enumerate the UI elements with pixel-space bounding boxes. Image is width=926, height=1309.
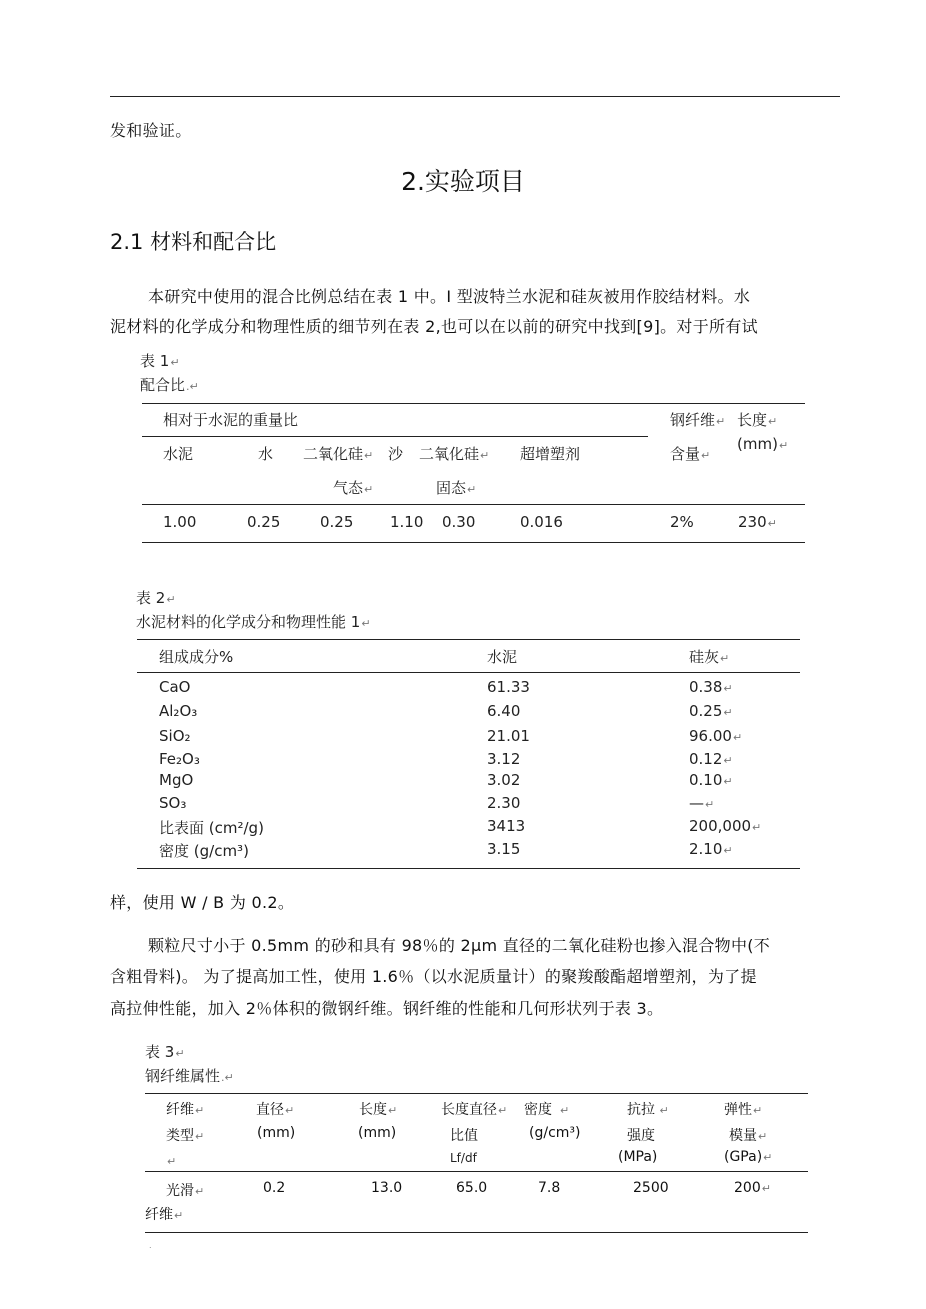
table3-cell-type-1: 光滑↵ [166,1183,205,1199]
table1-header-water: 水 [258,445,274,463]
table1-cell-sand: 1.10 [390,513,424,531]
table2-cell-silica-fume: 0.25↵ [689,702,733,720]
table3-header-rule [145,1171,808,1172]
table1-header-silica-gas-2: 气态↵ [333,479,374,497]
table1-cell-silica-gas: 0.25 [320,513,354,531]
table3-header-tensile-2: 强度 [627,1128,655,1144]
table3-header-diameter-1: 直径↵ [256,1102,295,1118]
table3-header-tensile-1: 抗拉 ↵ [627,1102,669,1118]
intro-line: 发和验证。 [110,121,192,140]
table2-cell-cement: 21.01 [487,727,530,745]
table1-header-fiber: 钢纤维↵ [670,411,726,429]
header-rule [110,96,840,97]
table3-header-type-3: ↵ [167,1155,177,1168]
table1-header-superplasticizer: 超增塑剂 [520,445,581,463]
para2-line1: 颗粒尺寸小于 0.5mm 的砂和具有 98％的 2μm 直径的二氧化硅粉也掺入混合物中(不 [148,936,771,955]
table2-label: 表 2↵ [136,589,176,607]
table3-header-modulus-2: 模量↵ [729,1128,768,1144]
table1-group-rule [142,436,648,437]
table2-cell-cement: 3.15 [487,840,521,858]
table3-cell-tensile: 2500 [633,1180,669,1196]
para1-end: 样，使用 W / B 为 0.2。 [110,893,295,912]
table1-group-header: 相对于水泥的重量比 [163,411,299,429]
para1-line1: 本研究中使用的混合比例总结在表 1 中。I 型波特兰水泥和硅灰被用作胶结材料。水 [148,287,751,306]
table2-header-rule [137,672,800,673]
table3-bottom-rule [145,1232,808,1233]
table3-header-density-2: (g/cm³) [529,1125,581,1141]
table3-cell-length: 13.0 [371,1180,403,1196]
table3-header-modulus-1: 弹性↵ [724,1102,763,1118]
table2-cell-component: Al₂O₃ [159,702,198,720]
table3-cell-ratio: 65.0 [456,1180,488,1196]
table2-header-cement: 水泥 [487,648,518,666]
subsection-title: 2.1 材料和配合比 [110,230,277,254]
table2-header-silica-fume: 硅灰↵ [689,648,730,666]
table3-cell-diameter: 0.2 [263,1180,286,1196]
section-title: 2.实验项目 [401,167,525,196]
table1-cell-cement: 1.00 [163,513,197,531]
para2-line3: 高拉伸性能，加入 2％体积的微钢纤维。钢纤维的性能和几何形状列于表 3。 [110,999,664,1018]
table2-cell-silica-fume: 0.38↵ [689,678,733,696]
table2-cell-component: 比表面 (cm²/g) [159,819,264,837]
table3-header-ratio-1: 长度直径↵ [441,1102,508,1118]
table2-title: 水泥材料的化学成分和物理性能 1↵ [136,613,371,631]
table2-top-rule [137,639,800,640]
table3-header-length-1: 长度↵ [359,1102,398,1118]
table1-cell-water: 0.25 [247,513,281,531]
table3-header-density-1: 密度 ↵ [524,1102,570,1118]
table3-header-diameter-2: (mm) [257,1125,296,1141]
table3-header-tensile-3: (MPa) [618,1149,658,1165]
table3-header-ratio-2: 比值 [450,1128,478,1144]
table3-top-rule [145,1093,808,1094]
table2-cell-component: MgO [159,771,194,789]
table2-header-component: 组成成分% [159,648,234,666]
table2-cell-cement: 3.02 [487,771,521,789]
table1-header-silica-solid: 二氧化硅↵ [419,445,490,463]
table2-cell-cement: 61.33 [487,678,530,696]
table1-cell-silica-solid: 0.30 [442,513,476,531]
table2-cell-silica-fume: —↵ [689,794,715,812]
table2-cell-cement: 3.12 [487,750,521,768]
table1-header-fiber-2: 含量↵ [670,445,711,463]
trailing-mark: . [149,1241,152,1250]
table2-cell-silica-fume: 0.12↵ [689,750,733,768]
table1-header-length-2: (mm)↵ [737,435,789,453]
table1-header-rule [142,504,805,505]
table2-cell-component: SiO₂ [159,727,191,745]
table2-cell-cement: 2.30 [487,794,521,812]
table1-header-cement: 水泥 [163,445,194,463]
table2-cell-component: CaO [159,678,191,696]
table1-header-silica-solid-2: 固态↵ [436,479,477,497]
table3-header-modulus-3: (GPa)↵ [724,1149,773,1165]
table1-bottom-rule [142,542,805,543]
table1-cell-length: 230↵ [738,513,777,531]
table2-cell-silica-fume: 2.10↵ [689,840,733,858]
table1-cell-fiber: 2% [670,513,694,531]
table3-title: 钢纤维属性.↵ [145,1067,234,1085]
table1-cell-superplasticizer: 0.016 [520,513,563,531]
table1-label: 表 1↵ [140,352,180,370]
table1-title: 配合比.↵ [140,376,199,394]
table3-header-ratio-3: Lf/df [450,1151,477,1165]
table2-cell-cement: 6.40 [487,702,521,720]
table1-header-silica-gas: 二氧化硅↵ [303,445,374,463]
table3-cell-density: 7.8 [538,1180,561,1196]
table3-header-type-2: 类型↵ [166,1128,205,1144]
table2-cell-cement: 3413 [487,817,526,835]
table3-cell-type-2: 纤维↵ [145,1207,184,1223]
para2-line2: 含粗骨料)。 为了提高加工性，使用 1.6％（以水泥质量计）的聚羧酸酯超增塑剂，为了提 [110,967,757,986]
table1-top-rule [142,403,805,404]
table2-cell-component: 密度 (g/cm³) [159,842,249,860]
table3-cell-modulus: 200↵ [734,1180,771,1196]
table1-header-sand: 沙 [388,445,404,463]
table2-cell-silica-fume: 96.00↵ [689,727,743,745]
table2-bottom-rule [137,868,800,869]
para1-line2: 泥材料的化学成分和物理性质的细节列在表 2,也可以在以前的研究中找到[9]。对于所有试 [110,317,758,336]
table1-header-length: 长度↵ [737,411,778,429]
table2-cell-silica-fume: 200,000↵ [689,817,762,835]
table3-header-type-1: 纤维↵ [166,1102,205,1118]
table2-cell-component: Fe₂O₃ [159,750,200,768]
table2-cell-component: SO₃ [159,794,187,812]
table3-header-length-2: (mm) [358,1125,397,1141]
table3-label: 表 3↵ [145,1043,185,1061]
table2-cell-silica-fume: 0.10↵ [689,771,733,789]
